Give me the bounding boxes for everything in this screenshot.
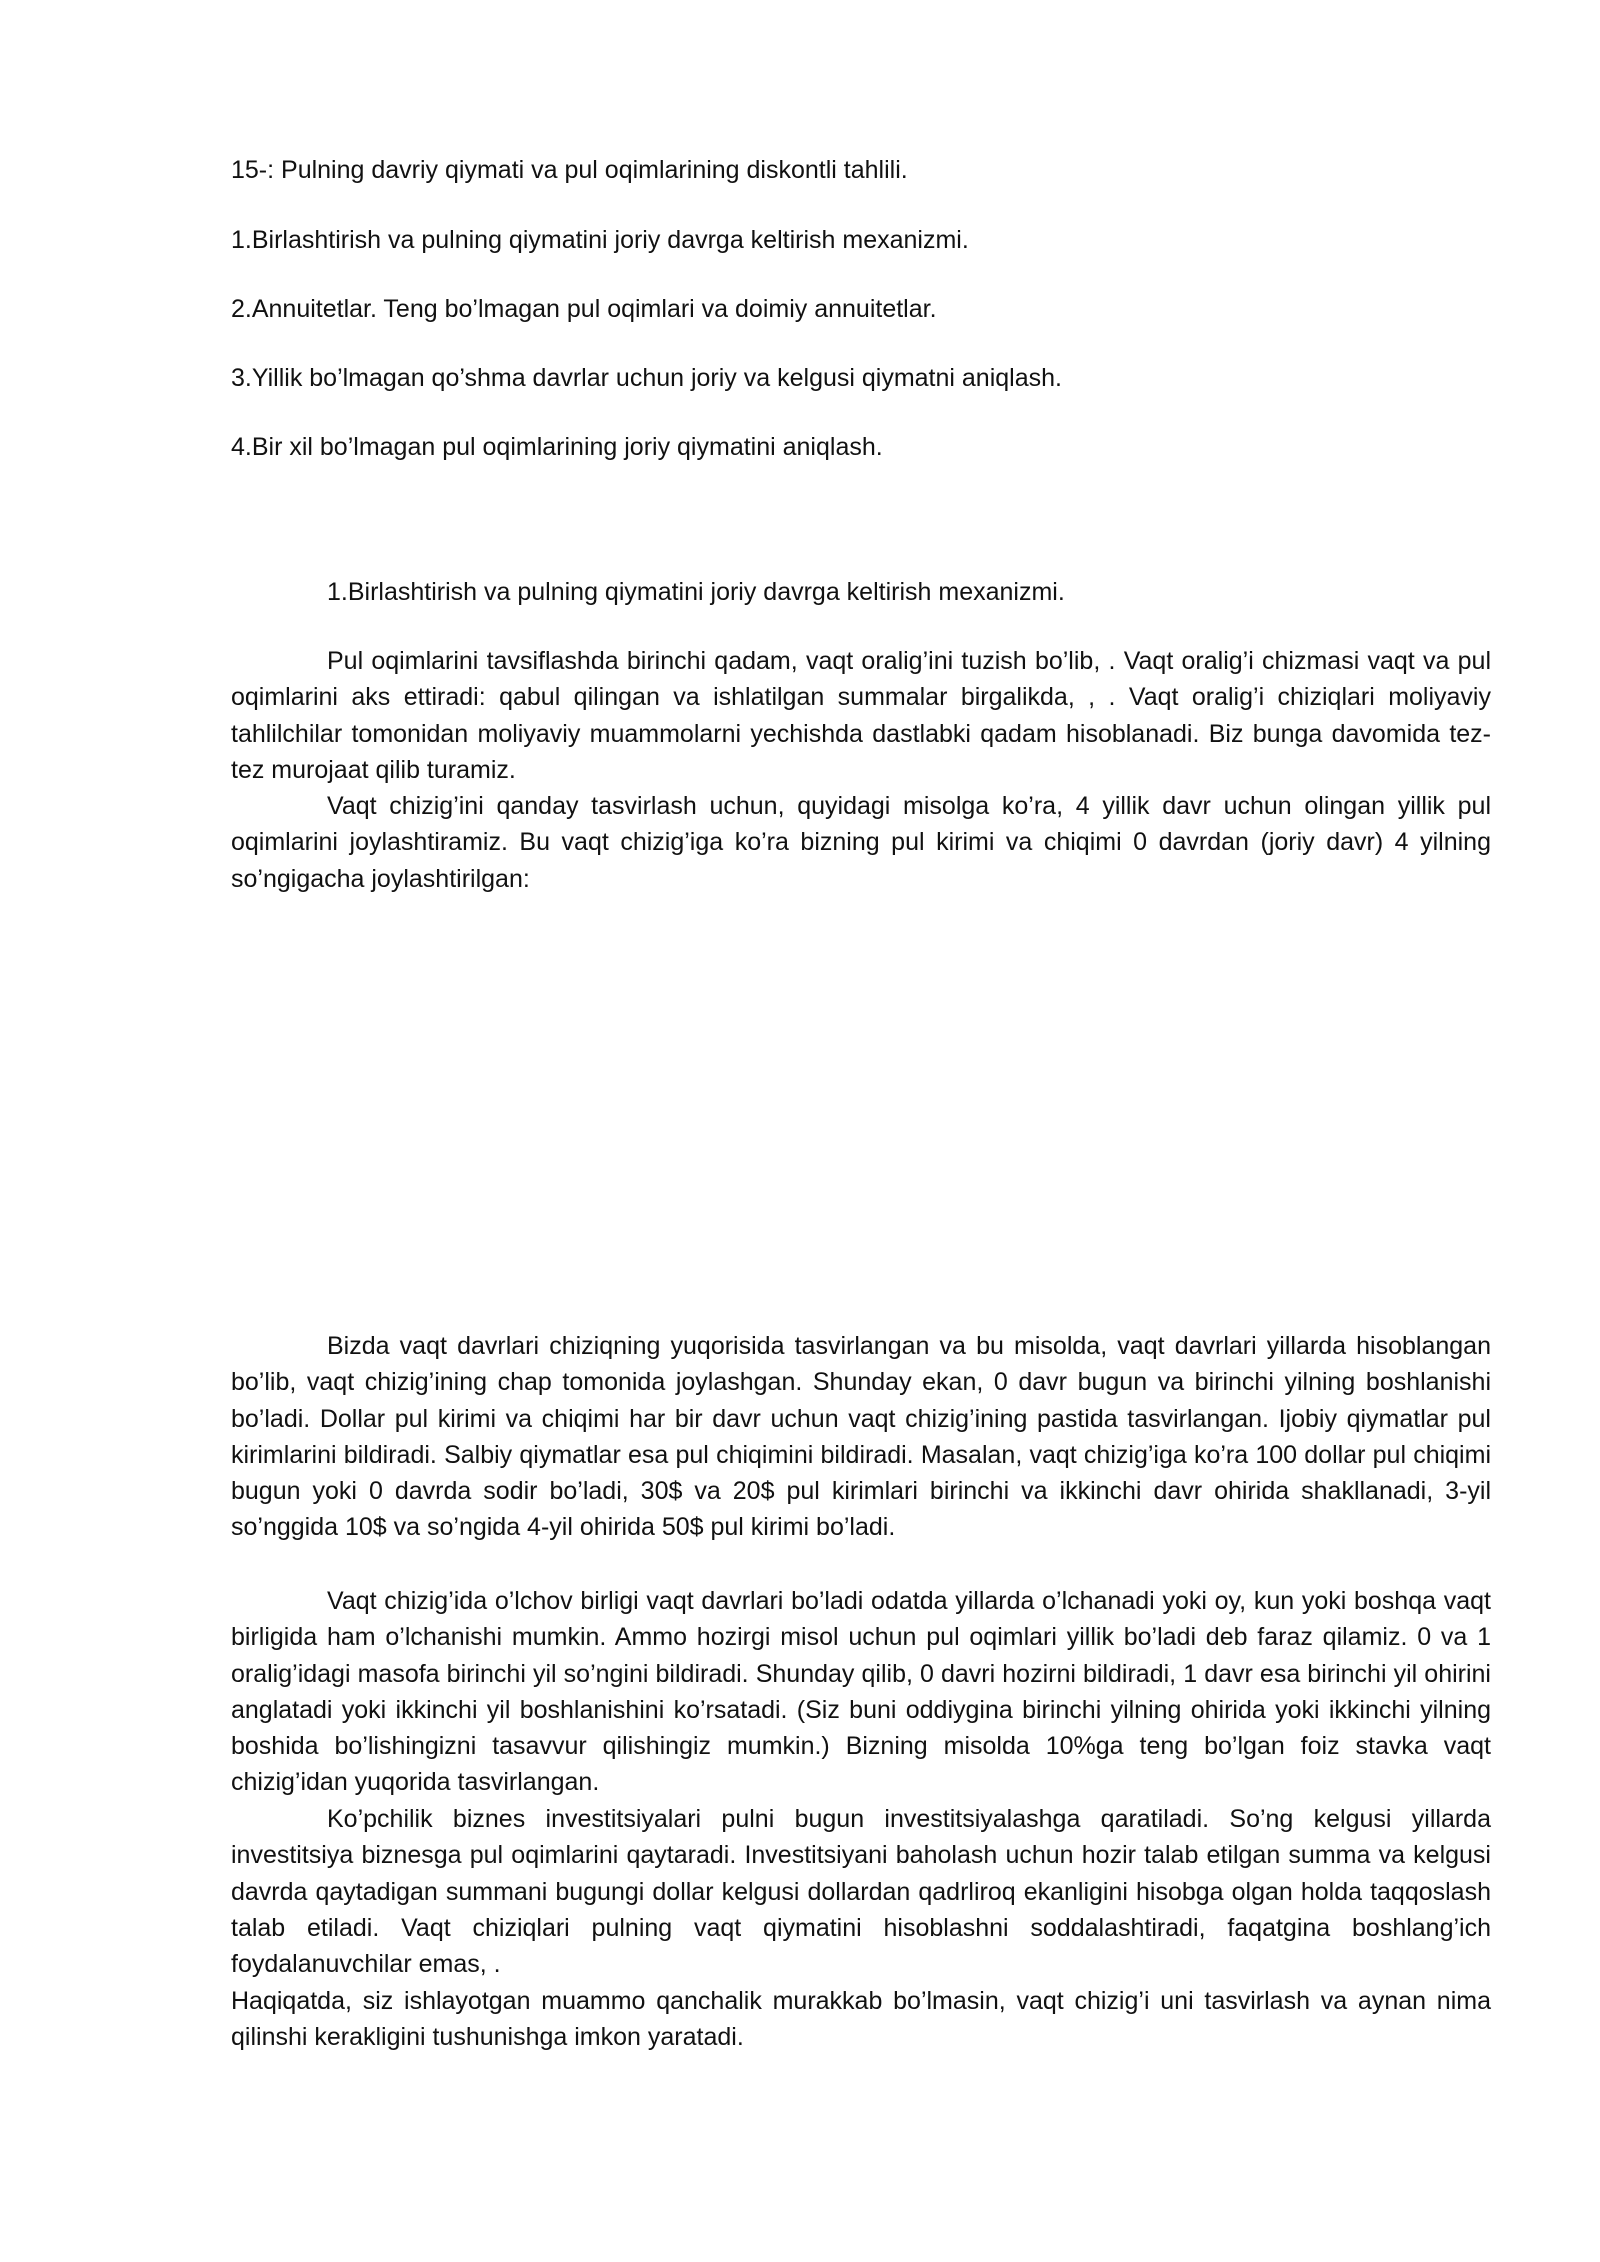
paragraph-timeline-intro: Pul oqimlarini tavsiflashda birinchi qadam, vaqt oralig’ini tuzish bo’lib, . Vaqt oralig’i chizmasi vaqt va pul oqimlarini aks ettiradi: qabul qilingan va ishlatilgan summalar birgalikda, , . Vaqt oralig’i chiziqlari moliyaviy tahlilchilar tomonidan moliyaviy muammolarni yechishda dastlabki qadam hisoblanadi. Biz bunga davomida tez-tez murojaat qilib turamiz. bbox=[231, 647, 1491, 784]
outline-item-1: 1.Birlashtirish va pulning qiymatini joriy davrga keltirish mexanizmi. bbox=[231, 226, 969, 254]
paragraph-investments: Ko’pchilik biznes investitsiyalari pulni bugun investitsiyalashga qaratiladi. So’ng kelgusi yillarda investitsiya biznesga pul oqimlarini qaytaradi. Investitsiyani baholash uchun hozir talab etilgan summa va kelgusi davrda qaytadigan summani bugungi dollar kelgusi dollardan qadrliroq ekanligini hisobga olgan holda taqqoslash talab etiladi. Vaqt chiziqlari pulning vaqt qiymatini hisoblashni soddalashtiradi, faqatgina boshlang’ich foydalanuvchilar emas, . bbox=[231, 1805, 1491, 1979]
outline-item-2: 2.Annuitetlar. Teng bo’lmagan pul oqimlari va doimiy annuitetlar. bbox=[231, 295, 937, 323]
section-heading: 1.Birlashtirish va pulning qiymatini joriy davrga keltirish mexanizmi. bbox=[327, 578, 1065, 606]
paragraph-periods: Bizda vaqt davrlari chiziqning yuqorisida tasvirlangan va bu misolda, vaqt davrlari yillarda hisoblangan bo’lib, vaqt chizig’ining chap tomonida joylashgan. Shunday ekan, 0 davr bugun va birinchi yilning boshlanishi bo’ladi. Dollar pul kirimi va chiqimi har bir davr uchun vaqt chizig’ining pastida tasvirlangan. Ijobiy qiymatlar pul kirimlarini bildiradi. Salbiy qiymatlar esa pul chiqimini bildiradi. Masalan, vaqt chizig’iga ko’ra 100 dollar pul chiqimi bugun yoki 0 davrda sodir bo’ladi, 30$ va 20$ pul kirimlari birinchi va ikkinchi davr ohirida shakllanadi, 3-yil so’nggida 10$ va so’ngida 4-yil ohirida 50$ pul kirimi bo’ladi. bbox=[231, 1332, 1491, 1542]
paragraph-timeline-example: Vaqt chizig’ini qanday tasvirlash uchun, quyidagi misolga ko’ra, 4 yillik davr uchun olingan yillik pul oqimlarini joylashtiramiz. Bu vaqt chizig’iga ko’ra bizning pul kirimi va chiqimi 0 davrdan (joriy davr) 4 yilning so’ngigacha joylashtirilgan: bbox=[231, 792, 1491, 893]
paragraph-units: Vaqt chizig’ida o’lchov birligi vaqt davrlari bo’ladi odatda yillarda o’lchanadi yoki oy, kun yoki boshqa vaqt birligida ham o’lchanishi mumkin. Ammo hozirgi misol uchun pul oqimlari yillik bo’ladi deb faraz qilamiz. 0 va 1 oralig’idagi masofa birinchi yil so’ngini bildiradi. Shunday qilib, 0 davri hozirni bildiradi, 1 davr esa birinchi yil ohirini anglatadi yoki ikkinchi yil boshlanishini ko’rsatadi. (Siz buni oddiygina birinchi yilning ohirida yoki ikkinchi yilning boshida bo’lishingizni tasavvur qilishingiz mumkin.) Bizning misolda 10%ga teng bo’lgan foiz stavka vaqt chizig’idan yuqorida tasvirlangan. bbox=[231, 1587, 1491, 1797]
paragraph-closing: Haqiqatda, siz ishlayotgan muammo qanchalik murakkab bo’lmasin, vaqt chizig’i uni tasvirlash va aynan nima qilinshi kerakligini tushunishga imkon yaratadi. bbox=[231, 1987, 1491, 2052]
figure-placeholder bbox=[231, 900, 1491, 1320]
outline-item-3: 3.Yillik bo’lmagan qo’shma davrlar uchun joriy va kelgusi qiymatni aniqlash. bbox=[231, 364, 1062, 392]
document-title: 15-: Pulning davriy qiymati va pul oqimlarining diskontli tahlili. bbox=[231, 156, 908, 184]
outline-item-4: 4.Bir xil bo’lmagan pul oqimlarining joriy qiymatini aniqlash. bbox=[231, 433, 883, 461]
